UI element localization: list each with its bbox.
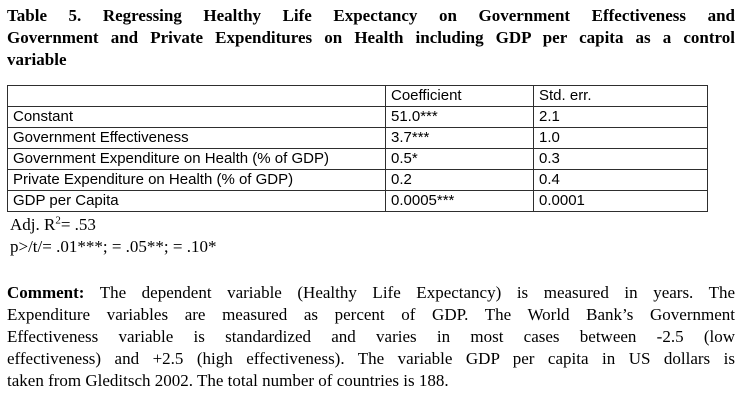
table-notes: [10, 214, 735, 258]
table-row: [8, 128, 708, 149]
coefficient-cell: 0.2: [386, 170, 534, 191]
table-row: [8, 191, 708, 212]
comment-line-5: taken from Gleditsch 2002. The total number of countries is 188.: [7, 371, 449, 390]
coefficient-cell: 51.0***: [386, 107, 534, 128]
coefficient-cell: 0.0005***: [386, 191, 534, 212]
comment-paragraph: [7, 282, 735, 392]
regression-table: [7, 85, 708, 212]
comment-line-3: Effectiveness variable is standardized and varies in most cases between -2.5 (low: [7, 327, 735, 346]
table-header-row: [8, 86, 708, 107]
std-err-cell: 0.3: [534, 149, 708, 170]
adj-r-squared-value: = .53: [60, 215, 96, 234]
coefficient-cell: 0.5*: [386, 149, 534, 170]
row-label-cell: Constant: [8, 107, 386, 128]
table-row: [8, 149, 708, 170]
coefficient-cell: 3.7***: [386, 128, 534, 149]
adj-r-squared-exponent: 2: [55, 214, 61, 227]
comment-line-4: effectiveness) and +2.5 (high effectiveness). The variable GDP per capita in US dollars is: [7, 349, 735, 368]
row-label-cell: GDP per Capita: [8, 191, 386, 212]
table-row: [8, 170, 708, 191]
table-row: [8, 107, 708, 128]
column-header-coefficient: Coefficient: [386, 86, 534, 107]
adj-r-squared-note: [10, 214, 735, 236]
comment-line-2: Expenditure variables are measured as percent of GDP. The World Bank’s Government: [7, 305, 735, 324]
std-err-cell: 1.0: [534, 128, 708, 149]
std-err-cell: 0.4: [534, 170, 708, 191]
table-title-line-1: Table 5. Regressing Healthy Life Expectancy on Government Effectiveness and: [7, 6, 735, 25]
comment-label: Comment:: [7, 283, 85, 302]
table-title-line-3: variable: [7, 50, 67, 69]
comment-line-1-text: The dependent variable (Healthy Life Expectancy) is measured in years. The: [99, 283, 735, 302]
row-label-cell: Government Effectiveness: [8, 128, 386, 149]
adj-r-squared-prefix: Adj. R: [10, 215, 56, 234]
std-err-cell: 0.0001: [534, 191, 708, 212]
row-label-cell: Government Expenditure on Health (% of GDP): [8, 149, 386, 170]
table-title-line-2: Government and Private Expenditures on Health including GDP per capita as a control: [7, 28, 735, 47]
column-header-empty: [8, 86, 386, 107]
column-header-std-err: Std. err.: [534, 86, 708, 107]
table-title: [7, 5, 735, 71]
std-err-cell: 2.1: [534, 107, 708, 128]
significance-note: p>/t/= .01***; = .05**; = .10*: [10, 237, 217, 256]
comment-line-1: [7, 282, 735, 304]
row-label-cell: Private Expenditure on Health (% of GDP): [8, 170, 386, 191]
